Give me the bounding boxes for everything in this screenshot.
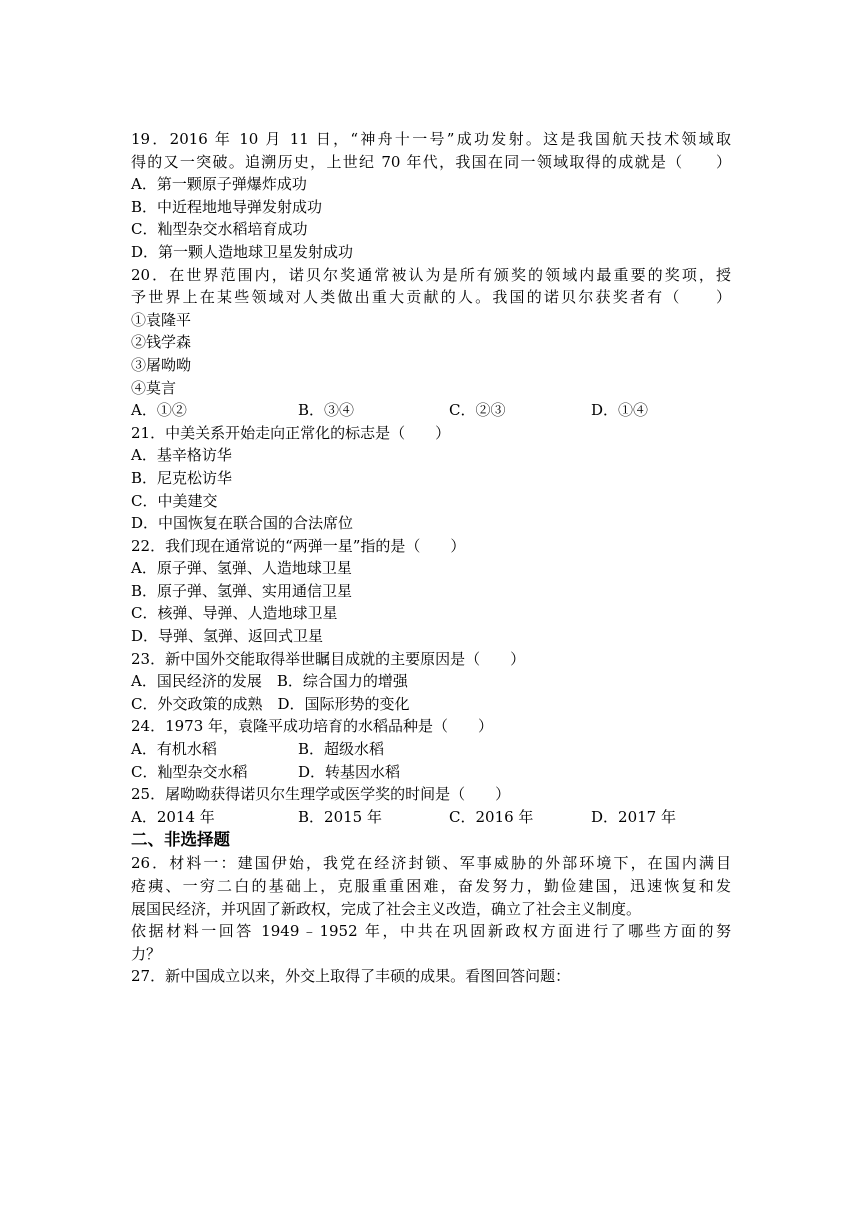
question-stem: 27．新中国成立以来，外交上取得了丰硕的成果。看图回答问题： <box>131 967 571 986</box>
option-c: C．②③ <box>449 401 506 420</box>
option-c: C．2016 年 <box>449 807 534 826</box>
option-d: D．中国恢复在联合国的合法席位 <box>131 514 354 533</box>
question-23 <box>131 648 731 716</box>
question-stem: 21．中美关系开始走向正常化的标志是（ ） <box>131 423 451 442</box>
question-stem: 得的又一突破。追溯历史，上世纪 70 年代，我国在同一领域取得的成就是（ ） <box>131 152 731 171</box>
option-d: D．①④ <box>591 401 649 420</box>
question-stem: 20．在世界范围内，诺贝尔奖通常被认为是所有颁奖的领域内最重要的奖项，授 <box>131 265 731 284</box>
question-27 <box>131 965 731 988</box>
option-a: A．第一颗原子弹爆炸成功 <box>131 175 307 194</box>
options-row <box>131 806 731 829</box>
numbered-item: ③屠呦呦 <box>131 355 192 374</box>
option-c: C．核弹、导弹、人造地球卫星 <box>131 604 338 623</box>
section-heading: 二、非选择题 <box>131 830 230 850</box>
options-row <box>131 738 731 761</box>
option-a: A．①② <box>131 401 187 420</box>
option-b: B．原子弹、氢弹、实用通信卫星 <box>131 581 353 600</box>
option-d: D．转基因水稻 <box>298 762 401 781</box>
options-row <box>131 761 731 784</box>
question-20 <box>131 264 731 422</box>
option-b: B．2015 年 <box>298 807 382 826</box>
option-a: A．基辛格访华 <box>131 446 232 465</box>
option-d: D．第一颗人造地球卫星发射成功 <box>131 242 354 261</box>
option-c: C．籼型杂交水稻 <box>131 762 248 781</box>
question-stem: 26．材料一：建国伊始，我党在经济封锁、军事威胁的外部环境下，在国内满目 <box>131 854 731 873</box>
option-a: A．原子弹、氢弹、人造地球卫星 <box>131 559 352 578</box>
numbered-item: ④莫言 <box>131 378 177 397</box>
question-stem: 25．屠呦呦获得诺贝尔生理学或医学奖的时间是（ ） <box>131 785 511 804</box>
question-25 <box>131 783 731 828</box>
question-stem: 予世界上在某些领域对人类做出重大贡献的人。我国的诺贝尔获奖者有（ ） <box>131 288 731 307</box>
options-row <box>131 399 731 422</box>
question-stem: 23．新中国外交能取得举世瞩目成就的主要原因是（ ） <box>131 649 526 668</box>
question-stem: 24．1973 年，袁隆平成功培育的水稻品种是（ ） <box>131 717 494 736</box>
option-b: B．③④ <box>298 401 355 420</box>
option-c: C．中美建交 <box>131 491 218 510</box>
option-a: A．有机水稻 <box>131 740 217 759</box>
option-d: D．2017 年 <box>591 807 676 826</box>
option-b: B．中近程地地导弹发射成功 <box>131 197 323 216</box>
option-c: C．籼型杂交水稻培育成功 <box>131 220 308 239</box>
option-a: A．2014 年 <box>131 807 215 826</box>
question-stem: 展国民经济，并巩固了新政权，完成了社会主义改造，确立了社会主义制度。 <box>131 899 642 918</box>
exam-content <box>131 128 731 988</box>
question-24 <box>131 715 731 783</box>
question-22 <box>131 535 731 648</box>
question-stem: 力？ <box>131 944 162 963</box>
options-row: C．外交政策的成熟 D．国际形势的变化 <box>131 694 410 713</box>
option-b: B．超级水稻 <box>298 740 385 759</box>
options-row: A．国民经济的发展 B．综合国力的增强 <box>131 672 408 691</box>
option-b: B．尼克松访华 <box>131 468 233 487</box>
option-d: D．导弹、氢弹、返回式卫星 <box>131 627 324 646</box>
question-19 <box>131 128 731 264</box>
numbered-item: ①袁隆平 <box>131 310 192 329</box>
question-21 <box>131 422 731 535</box>
numbered-item: ②钱学森 <box>131 333 192 352</box>
question-stem: 依据材料一回答 1949﹣1952 年，中共在巩固新政权方面进行了哪些方面的努 <box>131 922 731 941</box>
question-stem: 22．我们现在通常说的“两弹一星”指的是（ ） <box>131 536 466 555</box>
question-stem: 19．2016 年 10 月 11 日，“神舟十一号”成功发射。这是我国航天技术领域取 <box>131 130 731 148</box>
question-stem: 疮痍、一穷二白的基础上，克服重重困难，奋发努力，勤俭建国，迅速恢复和发 <box>131 877 731 895</box>
question-26 <box>131 852 731 965</box>
